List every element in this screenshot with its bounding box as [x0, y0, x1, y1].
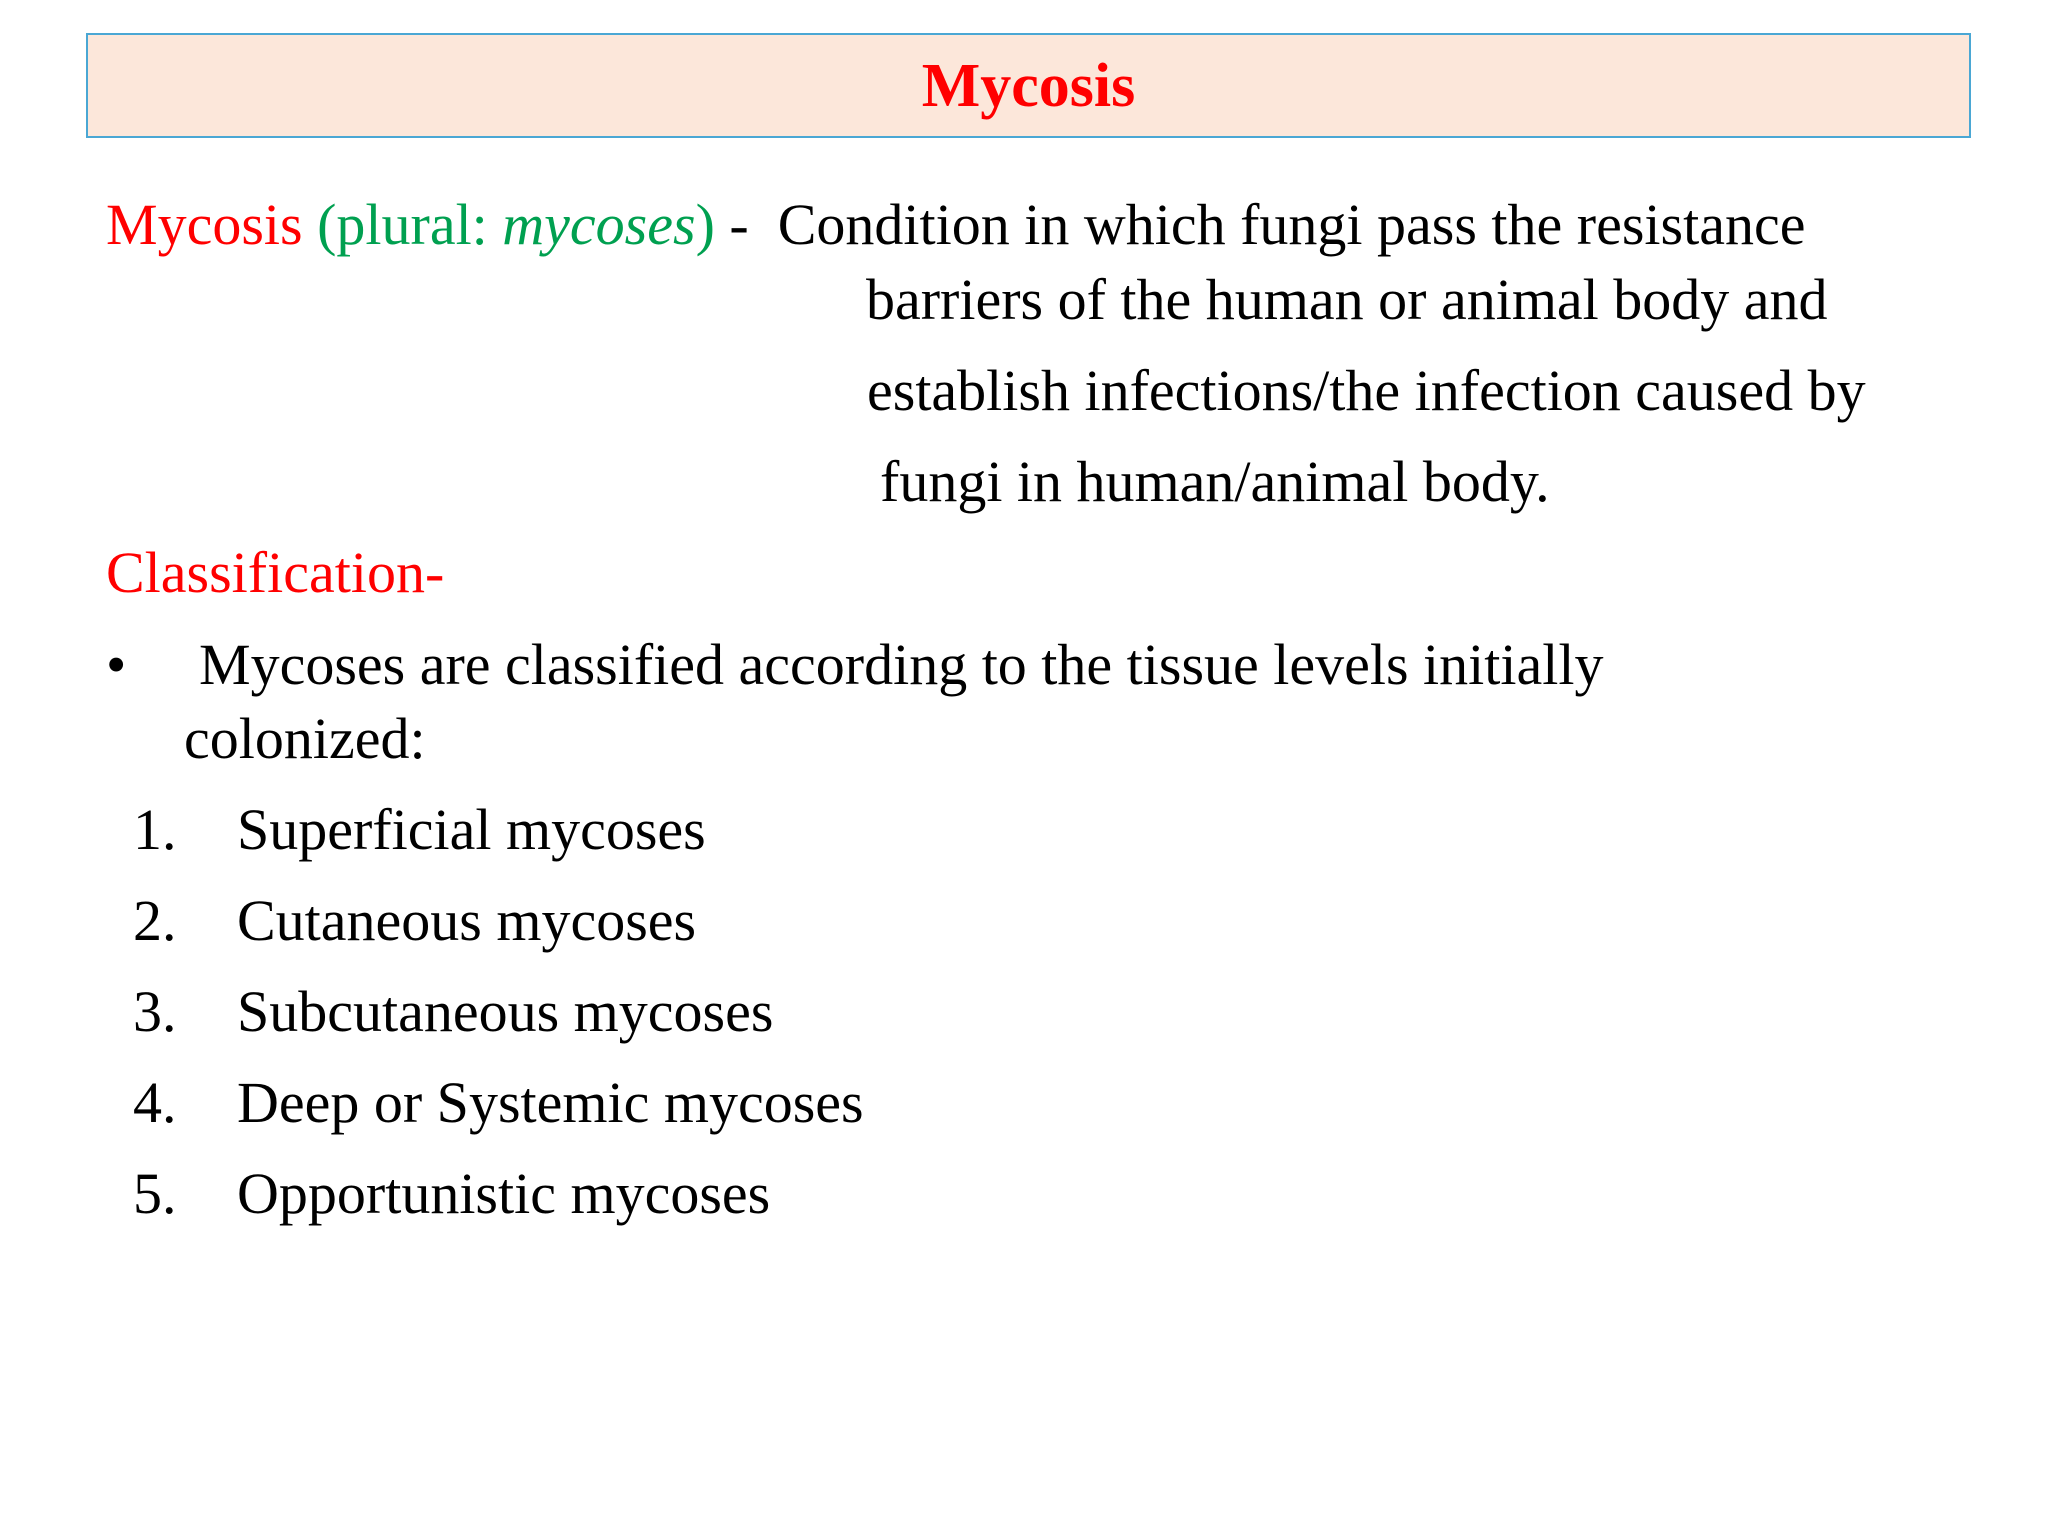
definition-first-line: [106, 192, 1806, 257]
list-item-number: 2.: [133, 888, 177, 953]
title-banner: [86, 33, 1971, 138]
list-item-label: Cutaneous mycoses: [237, 888, 697, 953]
list-item-label: Opportunistic mycoses: [237, 1161, 771, 1226]
plural-word: mycoses: [502, 192, 696, 257]
list-item-label: Subcutaneous mycoses: [237, 979, 774, 1044]
list-item-number: 3.: [133, 979, 177, 1044]
definition-term: Mycosis: [106, 192, 303, 257]
list-item-number: 1.: [133, 797, 177, 862]
list-item-label: Deep or Systemic mycoses: [237, 1070, 864, 1135]
plural-open: (plural:: [302, 192, 503, 257]
definition-line-3: establish infections/the infection caused by: [867, 358, 1866, 423]
list-item-label: Superficial mycoses: [237, 797, 706, 862]
list-item-number: 4.: [133, 1070, 177, 1135]
classification-heading: Classification-: [106, 540, 445, 605]
definition-line-1: Condition in which fungi pass the resistance: [777, 192, 1806, 257]
bullet-text-line-1: Mycoses are classified according to the tissue levels initially: [199, 632, 1604, 697]
definition-dash: -: [714, 192, 778, 257]
bullet-text-line-2: colonized:: [184, 706, 426, 771]
bullet-symbol: •: [106, 632, 127, 697]
plural-close: ): [695, 192, 715, 257]
slide-title: Mycosis: [921, 51, 1136, 120]
definition-line-2: barriers of the human or animal body and: [866, 267, 1828, 332]
list-item-number: 5.: [133, 1161, 177, 1226]
definition-line-4: fungi in human/animal body.: [880, 449, 1550, 514]
